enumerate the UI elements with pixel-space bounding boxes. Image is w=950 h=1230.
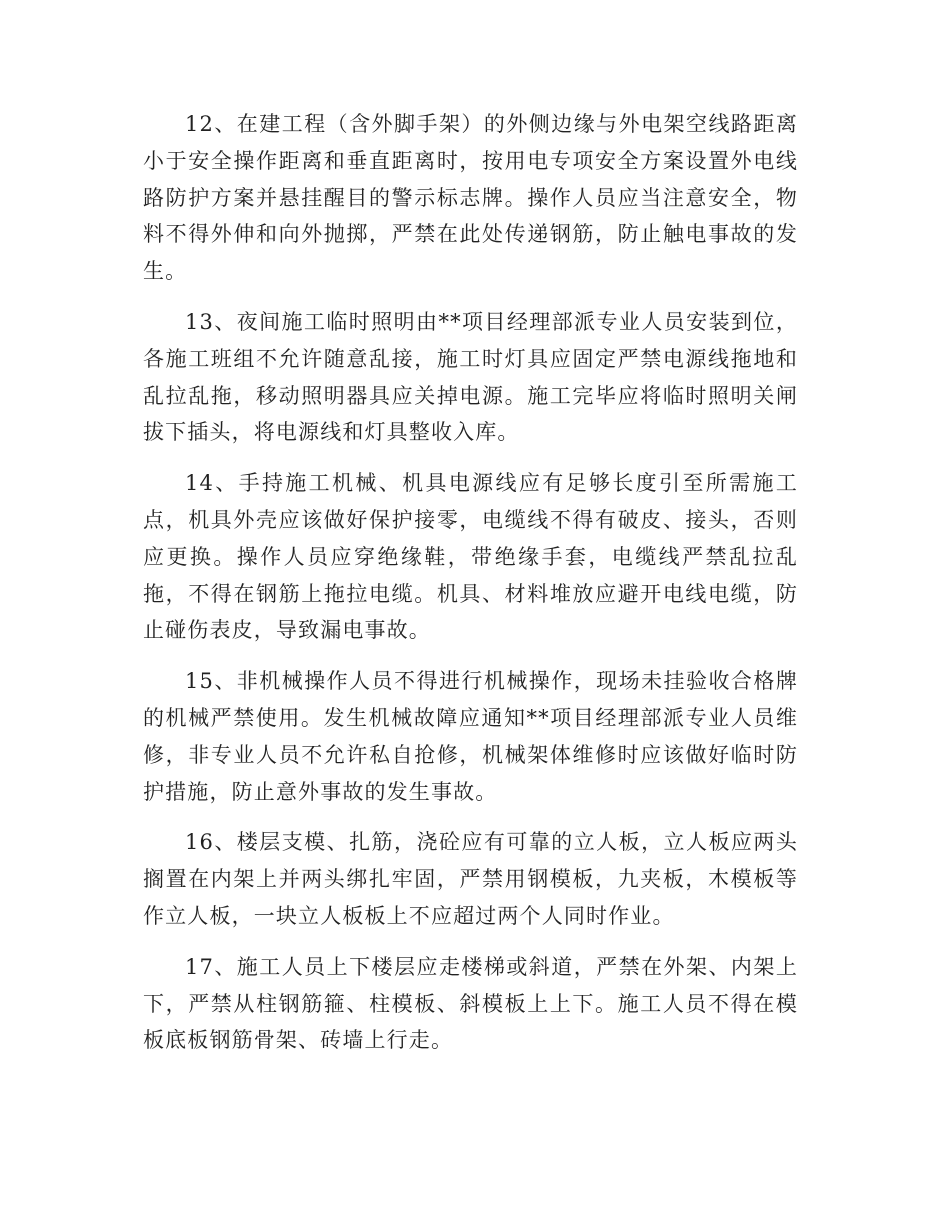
document-body	[143, 106, 798, 1073]
paragraph-item-12: 12、在建工程（含外脚手架）的外侧边缘与外电架空线路距离小于安全操作距离和垂直距离时，按用电专项安全方案设置外电线路防护方案并悬挂醒目的警示标志牌。操作人员应当注意安全，物料不得外伸和向外抛掷，严禁在此处传递钢筋，防止触电事故的发生。	[143, 112, 798, 284]
paragraph-item-13: 13、夜间施工临时照明由**项目经理部派专业人员安装到位，各施工班组不允许随意乱接，施工时灯具应固定严禁电源线拖地和乱拉乱拖，移动照明器具应关掉电源。施工完毕应将临时照明关闸拔下插头，将电源线和灯具整收入库。	[143, 309, 798, 445]
paragraph-item-16: 16、楼层支模、扎筋，浇砼应有可靠的立人板，立人板应两头搁置在内架上并两头绑扎牢固，严禁用钢模板，九夹板，木模板等作立人板，一块立人板板上不应超过两个人同时作业。	[143, 830, 798, 928]
paragraph-item-17: 17、施工人员上下楼层应走楼梯或斜道，严禁在外架、内架上下，严禁从柱钢筋箍、柱模板、斜模板上上下。施工人员不得在模板底板钢筋骨架、砖墙上行走。	[143, 954, 798, 1053]
paragraph-item-14: 14、手持施工机械、机具电源线应有足够长度引至所需施工点，机具外壳应该做好保护接零，电缆线不得有破皮、接头，否则应更换。操作人员应穿绝缘鞋，带绝缘手套，电缆线严禁乱拉乱拖，不得在钢筋上拖拉电缆。机具、材料堆放应避开电线电缆，防止碰伤表皮，导致漏电事故。	[143, 471, 798, 643]
paragraph-item-15: 15、非机械操作人员不得进行机械操作，现场未挂验收合格牌的机械严禁使用。发生机械故障应通知**项目经理部派专业人员维修，非专业人员不允许私自抢修，机械架体维修时应该做好临时防护措施，防止意外事故的发生事故。	[143, 669, 798, 804]
